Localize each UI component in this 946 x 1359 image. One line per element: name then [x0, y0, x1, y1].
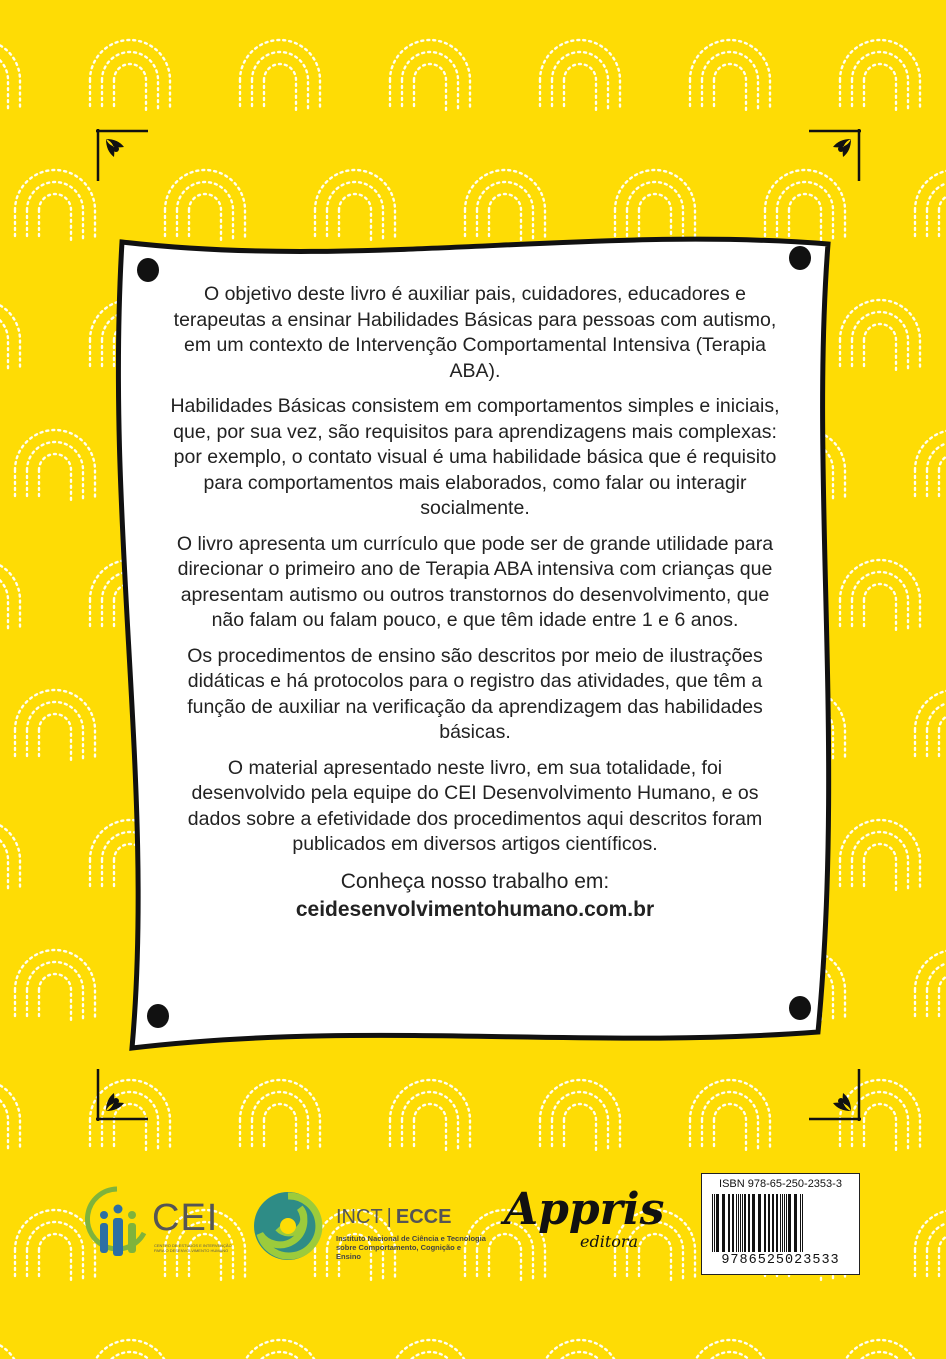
corner-ornament-icon	[92, 1065, 152, 1125]
rainbow-arc	[702, 1092, 758, 1150]
rainbow-arc	[939, 974, 946, 1020]
rainbow-arc	[852, 572, 908, 630]
rainbow-arc	[915, 430, 946, 500]
barcode-bar	[788, 1194, 791, 1252]
rainbow-arc	[690, 1340, 770, 1359]
rainbow-arc	[252, 1092, 308, 1150]
cta-line: Conheça nosso trabalho em:	[340, 869, 610, 893]
rainbow-arc	[102, 52, 158, 110]
corner-ornament-icon	[805, 125, 865, 185]
rainbow-arc	[27, 182, 83, 240]
barcode-bar	[722, 1194, 725, 1252]
corner-ornament-icon	[92, 125, 152, 185]
inct-subtitle-2: sobre Comportamento, Cognição e Ensino	[336, 1243, 462, 1261]
rainbow-arc	[540, 1340, 620, 1359]
rainbow-arc	[0, 1080, 20, 1150]
isbn-label: ISBN 978-65-250-2353-3	[719, 1178, 842, 1190]
rainbow-arc	[0, 300, 20, 370]
scroll-pin-icon	[789, 996, 811, 1020]
rainbow-arc	[927, 182, 946, 240]
rainbow-arc	[852, 1352, 908, 1359]
rainbow-arc	[714, 1104, 746, 1150]
rainbow-arc	[240, 1340, 320, 1359]
rainbow-arc	[252, 1352, 308, 1359]
corner-ornament-icon	[805, 1065, 865, 1125]
rainbow-arc	[915, 690, 946, 760]
rainbow-arc	[552, 1352, 608, 1359]
cei-people-icon	[82, 1183, 152, 1263]
appris-sub: editora	[580, 1232, 639, 1251]
appris-logo	[498, 1180, 668, 1260]
rainbow-arc	[564, 64, 596, 110]
barcode-bar	[752, 1194, 755, 1252]
rainbow-arc	[927, 702, 946, 760]
rainbow-arc	[39, 714, 71, 760]
rainbow-arc	[0, 832, 8, 890]
rainbow-arc	[402, 52, 458, 110]
cei-logo	[82, 1183, 242, 1263]
cei-tagline: CENTRO DE ESTUDOS E INTERVENÇÃO PARA O DESENVOLVIMENTO HUMANO	[154, 1243, 232, 1253]
rainbow-arc	[39, 454, 71, 500]
scroll-pin-icon	[137, 258, 159, 282]
rainbow-arc	[939, 454, 946, 500]
rainbow-arc	[927, 962, 946, 1020]
barcode-icon	[710, 1194, 851, 1252]
rainbow-arc	[864, 584, 896, 630]
rainbow-arc	[39, 1234, 71, 1280]
rainbow-arc	[864, 1104, 896, 1150]
rainbow-arc	[552, 1092, 608, 1150]
rainbow-arc	[864, 844, 896, 890]
scroll-pin-icon	[147, 1004, 169, 1028]
paragraph: O objetivo deste livro é auxiliar pais, cuidadores, educadores e terapeutas a ensinar Habilidades Básicas para pessoas com autismo, em um contexto de Intervenção Comportamental Intensiva (Terapia ABA).	[173, 283, 777, 382]
rainbow-arc	[252, 52, 308, 110]
barcode-bar	[776, 1194, 778, 1252]
inct-swirl-icon	[250, 1188, 326, 1264]
barcode-bar	[764, 1194, 766, 1252]
barcode-bar	[800, 1194, 801, 1252]
rainbow-arc	[915, 950, 946, 1020]
rainbow-arc	[264, 1104, 296, 1150]
rainbow-arc	[27, 1222, 83, 1280]
paragraph: Os procedimentos de ensino são descritos por meio de ilustrações didáticas e há protocolos para o registro das atividades, que têm a função de auxiliar na verificação da aprendizagem das habilidades básicas.	[187, 644, 763, 743]
rainbow-arc	[939, 194, 946, 240]
rainbow-arc	[264, 64, 296, 110]
rainbow-arc	[39, 194, 71, 240]
barcode-bar	[794, 1194, 797, 1252]
rainbow-arc	[27, 702, 83, 760]
paragraph: O livro apresenta um currículo que pode ser de grande utilidade para direcionar o primeiro ano de Terapia ABA intensiva com crianças que apresentam autismo ou outros transtornos do desenvolvimento, que não falam ou falam pouco, e que têm idade entre 1 e 6 anos.	[176, 532, 774, 631]
rainbow-arc	[552, 52, 608, 110]
barcode-bar	[716, 1194, 719, 1252]
rainbow-arc	[414, 1104, 446, 1150]
inct-name: INCT | ECCE	[336, 1206, 452, 1228]
rainbow-arc	[852, 832, 908, 890]
rainbow-arc	[0, 312, 8, 370]
rainbow-arc	[414, 64, 446, 110]
rainbow-arc	[714, 64, 746, 110]
rainbow-arc	[939, 1234, 946, 1280]
scroll-pin-icon	[789, 246, 811, 270]
website-link[interactable]: ceidesenvolvimentohumano.com.br	[295, 897, 655, 921]
rainbow-arc	[564, 1104, 596, 1150]
inct-name-left: INCT	[336, 1206, 383, 1228]
rainbow-arc	[0, 560, 20, 630]
rainbow-arc	[402, 1352, 458, 1359]
rainbow-arc	[114, 64, 146, 110]
rainbow-arc	[702, 1352, 758, 1359]
cei-name: CEI	[152, 1197, 219, 1239]
rainbow-arc	[702, 52, 758, 110]
paragraph: O material apresentado neste livro, em sua totalidade, foi desenvolvido pela equipe do CEI Desenvolvimento Humano, e os dados sobre a efetividade dos procedimentos aqui descritos foram publicados em diversos artigos científicos.	[187, 756, 763, 855]
barcode-bar	[738, 1194, 739, 1252]
barcode-bar	[744, 1194, 746, 1252]
inct-subtitle	[336, 1234, 486, 1261]
rainbow-arc	[90, 1340, 170, 1359]
rainbow-arc	[0, 1092, 8, 1150]
barcode-bar	[768, 1194, 770, 1252]
barcode-bar	[748, 1194, 750, 1252]
rainbow-arc	[939, 714, 946, 760]
rainbow-arc	[927, 442, 946, 500]
rainbow-arc	[39, 974, 71, 1020]
appris-name: Appris	[504, 1184, 665, 1235]
barcode-bar	[742, 1194, 743, 1252]
inct-name-right: ECCE	[395, 1206, 452, 1228]
barcode-bar	[758, 1194, 761, 1252]
call-to-action	[170, 868, 780, 924]
rainbow-arc	[0, 52, 8, 110]
rainbow-arc	[102, 1352, 158, 1359]
rainbow-arc	[927, 1222, 946, 1280]
paragraph: Habilidades Básicas consistem em comportamentos simples e iniciais, que, por sua vez, são requisitos para aprendizagens mais complexas: por exemplo, o contato visual é uma habilidade básica que é requisito para comportamentos mais elaborados, como falar ou interagir socialmente.	[170, 395, 780, 519]
barcode-bar	[732, 1194, 734, 1252]
rainbow-arc	[915, 1210, 946, 1280]
barcode-bar	[780, 1194, 781, 1252]
rainbow-arc	[0, 40, 20, 110]
barcode-bar	[740, 1194, 741, 1252]
rainbow-arc	[390, 1340, 470, 1359]
barcode-bar	[784, 1194, 785, 1252]
barcode-bar	[772, 1194, 774, 1252]
barcode-number: 9786525023533	[721, 1253, 840, 1268]
rainbow-arc	[852, 52, 908, 110]
barcode-bar	[786, 1194, 787, 1252]
rainbow-arc	[915, 170, 946, 240]
rainbow-arc	[840, 1340, 920, 1359]
barcode-bar	[714, 1194, 715, 1252]
inct-subtitle-1: Instituto Nacional de Ciência e Tecnologia	[336, 1234, 486, 1243]
rainbow-arc	[0, 1352, 8, 1359]
back-cover-text	[170, 282, 780, 924]
rainbow-arc	[27, 442, 83, 500]
rainbow-arc	[864, 324, 896, 370]
rainbow-arc	[0, 572, 8, 630]
barcode-bar	[802, 1194, 803, 1252]
rainbow-arc	[0, 820, 20, 890]
rainbow-arc	[864, 64, 896, 110]
rainbow-arc	[402, 1092, 458, 1150]
barcode-bar	[728, 1194, 730, 1252]
rainbow-arc	[0, 1340, 20, 1359]
inct-ecce-logo	[250, 1188, 486, 1268]
rainbow-arc	[852, 312, 908, 370]
barcode-bar	[736, 1194, 737, 1252]
barcode-bar	[712, 1194, 713, 1252]
barcode-bar	[782, 1194, 783, 1252]
barcode-box	[701, 1173, 860, 1275]
rainbow-arc	[27, 962, 83, 1020]
